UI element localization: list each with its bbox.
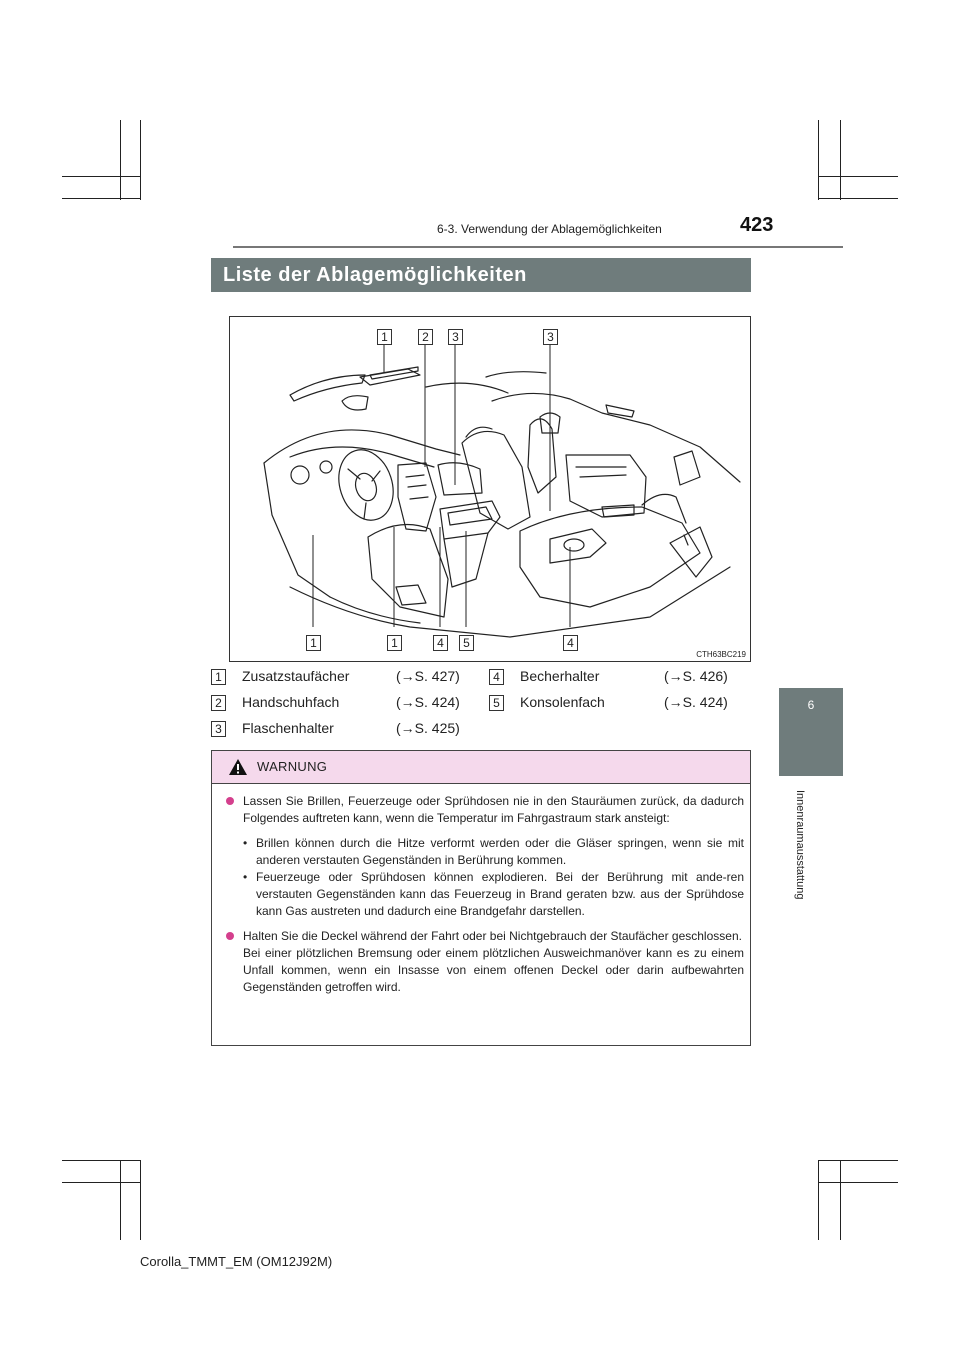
crop-mark: [140, 120, 141, 200]
footer-doc-id: Corolla_TMMT_EM (OM12J92M): [140, 1254, 333, 1269]
legend-label: Zusatzstaufächer: [242, 668, 350, 684]
warning-bullet: [226, 793, 744, 827]
callout-top-3: 3: [448, 329, 463, 345]
callout-bottom-4: 4: [433, 635, 448, 651]
section-heading-bar: [211, 258, 751, 292]
page-reference-link[interactable]: (→S. 427): [396, 668, 460, 684]
legend-item: [489, 694, 751, 714]
storage-diagram: [229, 316, 751, 662]
warning-text-continued: Bei einer plötzlichen Bremsung oder einem plötzlichen Ausweichmanöver kann es zu einem Unfall kommen, wenn ein Insasse von einem offenen Deckel oder darin aufbewahrten Gegenständen getroffen wird.: [243, 946, 744, 994]
warning-title: WARNUNG: [257, 759, 328, 774]
legend-number: 1: [211, 669, 226, 685]
section-title: 6-3. Verwendung der Ablagemöglichkeiten: [437, 222, 662, 236]
legend-item: [211, 668, 481, 688]
crop-mark: [840, 120, 841, 200]
legend-number: 3: [211, 721, 226, 737]
crop-mark: [818, 1160, 819, 1240]
sub-text: Brillen können durch die Hitze verformt werden oder die Gläser springen, wenn sie mit anderen verstauten Gegenständen in Berührung kommen.: [256, 836, 744, 867]
car-interior-illustration: [230, 317, 750, 661]
legend-number: 5: [489, 695, 504, 711]
crop-mark: [140, 1160, 141, 1240]
legend-label: Flaschenhalter: [242, 720, 334, 736]
sub-list: [226, 835, 744, 920]
crop-mark: [818, 1182, 898, 1183]
legend-label: Handschuhfach: [242, 694, 340, 710]
sub-bullet-icon: •: [243, 836, 248, 850]
callout-top-3b: 3: [543, 329, 558, 345]
page-title: Liste der Ablagemöglichkeiten: [223, 264, 527, 286]
callout-bottom-1: 1: [306, 635, 321, 651]
crop-mark: [818, 176, 898, 177]
figure-legend: [211, 668, 751, 746]
crop-mark: [62, 1182, 140, 1183]
callout-bottom-1b: 1: [387, 635, 402, 651]
legend-number: 2: [211, 695, 226, 711]
page-reference-link[interactable]: (→S. 426): [664, 668, 728, 684]
chapter-number: 6: [807, 698, 815, 712]
callout-bottom-4b: 4: [563, 635, 578, 651]
figure-code: CTH63BC219: [696, 650, 746, 659]
legend-label: Konsolenfach: [520, 694, 605, 710]
warning-text: Lassen Sie Brillen, Feuerzeuge oder Sprühdosen nie in den Stauräumen zurück, da dadurch Folgendes auftreten kann, wenn die Temperatur im Fahrgastraum stark ansteigt:: [243, 794, 744, 825]
crop-mark: [120, 120, 121, 200]
page-number: 423: [740, 214, 774, 236]
warning-box: [211, 750, 751, 1046]
warning-header: [212, 751, 750, 784]
callout-bottom-5: 5: [459, 635, 474, 651]
legend-number: 4: [489, 669, 504, 685]
legend-label: Becherhalter: [520, 668, 600, 684]
warning-body: [226, 793, 744, 1004]
crop-mark: [62, 176, 140, 177]
sub-item: [226, 835, 744, 869]
chapter-tab[interactable]: [779, 688, 843, 776]
header-divider: [233, 246, 843, 248]
page-reference-link[interactable]: (→S. 424): [396, 694, 460, 710]
sub-item: [226, 869, 744, 920]
crop-mark: [818, 198, 898, 199]
page-reference-link[interactable]: (→S. 424): [664, 694, 728, 710]
legend-item: [211, 720, 481, 740]
crop-mark: [840, 1160, 841, 1240]
chapter-label: Innenraumausstattung: [794, 790, 806, 900]
crop-mark: [818, 120, 819, 200]
page-reference-link[interactable]: (→S. 425): [396, 720, 460, 736]
bullet-dot-icon: [226, 797, 234, 805]
callout-top-1: 1: [377, 329, 392, 345]
legend-item: [489, 668, 751, 688]
warning-bullet: [226, 928, 744, 996]
crop-mark: [62, 198, 140, 199]
crop-mark: [818, 1160, 898, 1161]
warning-triangle-icon: [228, 758, 248, 776]
callout-top-2: 2: [418, 329, 433, 345]
legend-item: [211, 694, 481, 714]
crop-mark: [120, 1160, 121, 1240]
bullet-dot-icon: [226, 932, 234, 940]
sub-bullet-icon: •: [243, 870, 248, 884]
warning-text: Halten Sie die Deckel während der Fahrt oder bei Nichtgebrauch der Staufächer geschlossen.: [243, 929, 742, 943]
crop-mark: [62, 1160, 140, 1161]
sub-text: Feuerzeuge oder Sprühdosen können explodieren. Bei der Berührung mit ande-ren verstauten Gegenständen kann das Feuerzeug in Brand geraten bzw. aus der Sprühdose kann Gas austreten und dadurch eine Brandgefahr darstellen.: [256, 870, 744, 918]
